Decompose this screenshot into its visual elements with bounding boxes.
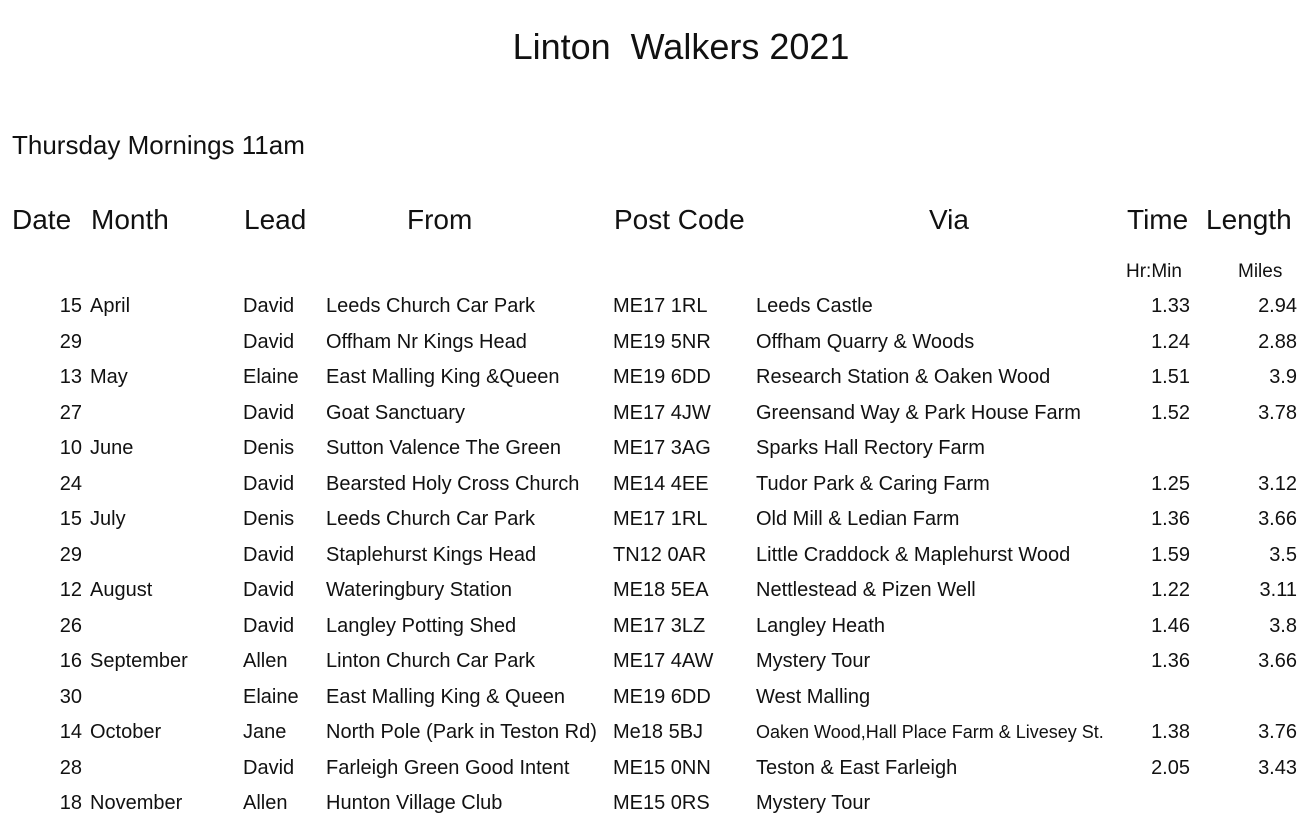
cell-via: Mystery Tour [756, 650, 871, 672]
cell-lead: David [243, 544, 295, 566]
cell-date: 29 [59, 331, 82, 353]
page-title: Linton Walkers 2021 [512, 26, 850, 67]
cell-month: May [90, 366, 128, 388]
cell-length: 3.5 [1269, 544, 1297, 566]
cell-lead: David [243, 579, 295, 601]
cell-time: 1.59 [1151, 544, 1190, 566]
cell-from: Goat Sanctuary [326, 402, 465, 424]
cell-date: 12 [59, 579, 82, 601]
cell-postcode: ME19 6DD [613, 366, 711, 388]
cell-date: 14 [59, 721, 82, 743]
header-via: Via [929, 204, 969, 235]
cell-via: Offham Quarry & Woods [756, 331, 975, 353]
cell-length: 3.43 [1258, 757, 1297, 779]
cell-lead: David [243, 331, 295, 353]
cell-month: June [90, 437, 134, 459]
cell-length: 3.76 [1258, 721, 1297, 743]
cell-lead: David [243, 402, 295, 424]
cell-from: Bearsted Holy Cross Church [326, 473, 580, 495]
cell-month: August [90, 579, 153, 601]
cell-postcode: ME19 5NR [613, 331, 711, 353]
cell-from: Hunton Village Club [326, 792, 503, 814]
cell-from: Farleigh Green Good Intent [326, 757, 570, 779]
cell-time: 1.22 [1151, 579, 1190, 601]
cell-date: 27 [59, 402, 82, 424]
cell-lead: Denis [243, 508, 295, 530]
cell-length: 3.11 [1259, 579, 1297, 601]
cell-lead: Denis [243, 437, 295, 459]
cell-length: 2.88 [1258, 331, 1297, 353]
cell-time: 1.52 [1151, 402, 1190, 424]
cell-month: September [90, 650, 188, 672]
cell-from: Leeds Church Car Park [326, 508, 535, 530]
cell-postcode: ME17 3LZ [613, 615, 706, 637]
cell-via: Research Station & Oaken Wood [756, 366, 1051, 388]
cell-from: Offham Nr Kings Head [326, 331, 527, 353]
cell-date: 16 [59, 650, 82, 672]
header-postcode: Post Code [614, 204, 745, 235]
cell-postcode: ME17 1RL [613, 295, 708, 317]
cell-date: 24 [59, 473, 82, 495]
cell-from: Langley Potting Shed [326, 615, 517, 637]
cell-from: Sutton Valence The Green [326, 437, 561, 459]
cell-length: 2.94 [1258, 295, 1297, 317]
cell-time: 1.38 [1151, 721, 1190, 743]
cell-length: 3.78 [1258, 402, 1297, 424]
header-date: Date [12, 204, 72, 235]
cell-postcode: ME18 5EA [613, 579, 709, 601]
cell-month: April [90, 295, 131, 317]
cell-via: Sparks Hall Rectory Farm [756, 437, 985, 459]
cell-date: 10 [59, 437, 82, 459]
cell-lead: Elaine [243, 686, 299, 708]
cell-month: July [90, 508, 126, 530]
cell-date: 26 [59, 615, 82, 637]
header-time: Time [1127, 204, 1189, 235]
cell-time: 1.25 [1151, 473, 1190, 495]
cell-postcode: ME19 6DD [613, 686, 711, 708]
cell-date: 13 [59, 366, 82, 388]
cell-from: Linton Church Car Park [326, 650, 535, 672]
cell-from: Leeds Church Car Park [326, 295, 535, 317]
cell-via: Mystery Tour [756, 792, 871, 814]
header-length: Length [1206, 204, 1292, 235]
cell-month: November [90, 792, 183, 814]
cell-from: Wateringbury Station [326, 579, 513, 601]
cell-time: 1.46 [1151, 615, 1190, 637]
cell-from: North Pole (Park in Teston Rd) [326, 721, 597, 743]
cell-length: 3.8 [1269, 615, 1297, 637]
cell-length: 3.12 [1258, 473, 1297, 495]
cell-date: 15 [59, 295, 82, 317]
header-from: From [407, 204, 473, 235]
cell-time: 1.36 [1151, 508, 1190, 530]
cell-postcode: ME17 4JW [613, 402, 711, 424]
cell-postcode: ME17 3AG [613, 437, 711, 459]
cell-date: 29 [59, 544, 82, 566]
cell-postcode: ME17 4AW [613, 650, 714, 672]
cell-lead: David [243, 295, 295, 317]
cell-postcode: ME15 0RS [613, 792, 710, 814]
cell-from: East Malling King & Queen [326, 686, 566, 708]
cell-time: 2.05 [1151, 757, 1190, 779]
cell-postcode: ME14 4EE [613, 473, 709, 495]
cell-postcode: Me18 5BJ [613, 721, 704, 743]
cell-via: Old Mill & Ledian Farm [756, 508, 960, 530]
cell-time: 1.33 [1151, 295, 1190, 317]
cell-via: Little Craddock & Maplehurst Wood [756, 544, 1071, 566]
cell-time: 1.36 [1151, 650, 1190, 672]
length-unit-label: Miles [1238, 261, 1283, 282]
cell-via: Nettlestead & Pizen Well [756, 579, 976, 601]
time-unit-label: Hr:Min [1126, 261, 1182, 282]
cell-from: Staplehurst Kings Head [326, 544, 537, 566]
cell-lead: David [243, 757, 295, 779]
cell-via: Tudor Park & Caring Farm [756, 473, 990, 495]
cell-from: East Malling King &Queen [326, 366, 560, 388]
cell-lead: Allen [243, 792, 288, 814]
schedule-subtitle: Thursday Mornings 11am [12, 130, 305, 160]
cell-postcode: TN12 0AR [613, 544, 707, 566]
cell-date: 30 [59, 686, 82, 708]
cell-length: 3.66 [1258, 650, 1297, 672]
cell-date: 28 [59, 757, 82, 779]
cell-date: 15 [59, 508, 82, 530]
cell-via: West Malling [756, 686, 871, 708]
cell-date: 18 [59, 792, 82, 814]
cell-lead: David [243, 473, 295, 495]
cell-lead: Jane [243, 721, 287, 743]
cell-length: 3.66 [1258, 508, 1297, 530]
header-lead: Lead [244, 204, 307, 235]
cell-lead: David [243, 615, 295, 637]
cell-via: Greensand Way & Park House Farm [756, 402, 1081, 424]
cell-lead: Elaine [243, 366, 299, 388]
cell-time: 1.51 [1151, 366, 1190, 388]
cell-postcode: ME17 1RL [613, 508, 708, 530]
cell-via: Leeds Castle [756, 295, 873, 317]
header-month: Month [91, 204, 169, 235]
cell-length: 3.9 [1269, 366, 1297, 388]
cell-via: Teston & East Farleigh [756, 757, 958, 779]
cell-via: Oaken Wood,Hall Place Farm & Livesey St. [756, 722, 1104, 742]
cell-via: Langley Heath [756, 615, 885, 637]
cell-time: 1.24 [1151, 331, 1190, 353]
cell-postcode: ME15 0NN [613, 757, 711, 779]
cell-month: October [90, 721, 162, 743]
cell-lead: Allen [243, 650, 288, 672]
